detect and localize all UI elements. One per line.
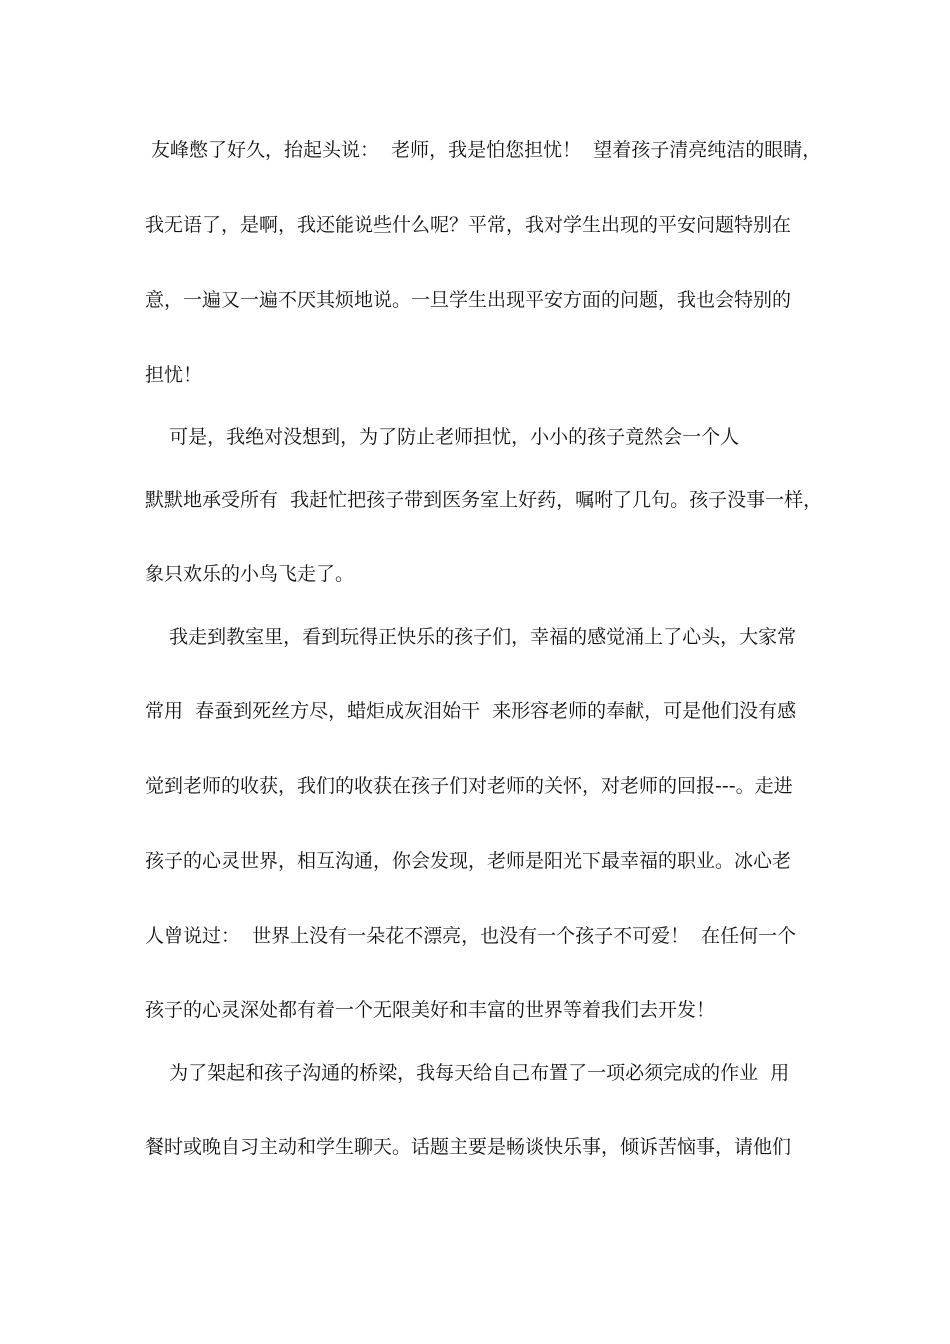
text-line: 人曾说过： 世界上没有一朵花不漂亮，也没有一个孩子不可爱！ 在任何一个 — [145, 925, 797, 947]
text-line: 孩子的心灵深处都有着一个无限美好和丰富的世界等着我们去开发！ — [145, 999, 716, 1021]
text-line: 象只欢乐的小鸟飞走了。 — [145, 563, 355, 585]
text-line: 默默地承受所有 我赶忙把孩子带到医务室上好药，嘱咐了几句。孩子没事一样， — [145, 489, 823, 511]
text-line: 为了架起和孩子沟通的桥梁，我每天给自己布置了一项必须完成的作业 用 — [145, 1062, 790, 1084]
text-line: 友峰憋了好久，抬起头说： 老师，我是怕您担忧！ 望着孩子清亮纯洁的眼睛， — [145, 139, 822, 161]
text-line: 餐时或晚自习主动和学生聊天。话题主要是畅谈快乐事，倾诉苦恼事，请他们 — [145, 1136, 792, 1158]
text-line: 觉到老师的收获，我们的收获在孩子们对老师的关怀，对老师的回报---。走进 — [145, 775, 793, 797]
text-line: 担忧！ — [145, 364, 203, 386]
text-line: 可是，我绝对没想到，为了防止老师担忧，小小的孩子竟然会一个人 — [145, 426, 740, 448]
text-line: 我无语了，是啊，我还能说些什么呢？平常，我对学生出现的平安问题特别在 — [145, 214, 792, 236]
text-line: 我走到教室里，看到玩得正快乐的孩子们，幸福的感觉涌上了心头，大家常 — [145, 626, 797, 648]
text-line: 常用 春蚕到死丝方尽，蜡炬成灰泪始干 来形容老师的奉献，可是他们没有感 — [145, 700, 797, 722]
text-line: 孩子的心灵世界，相互沟通，你会发现，老师是阳光下最幸福的职业。冰心老 — [145, 850, 792, 872]
text-line: 意，一遍又一遍不厌其烦地说。一旦学生出现平安方面的问题，我也会特别的 — [145, 289, 792, 311]
